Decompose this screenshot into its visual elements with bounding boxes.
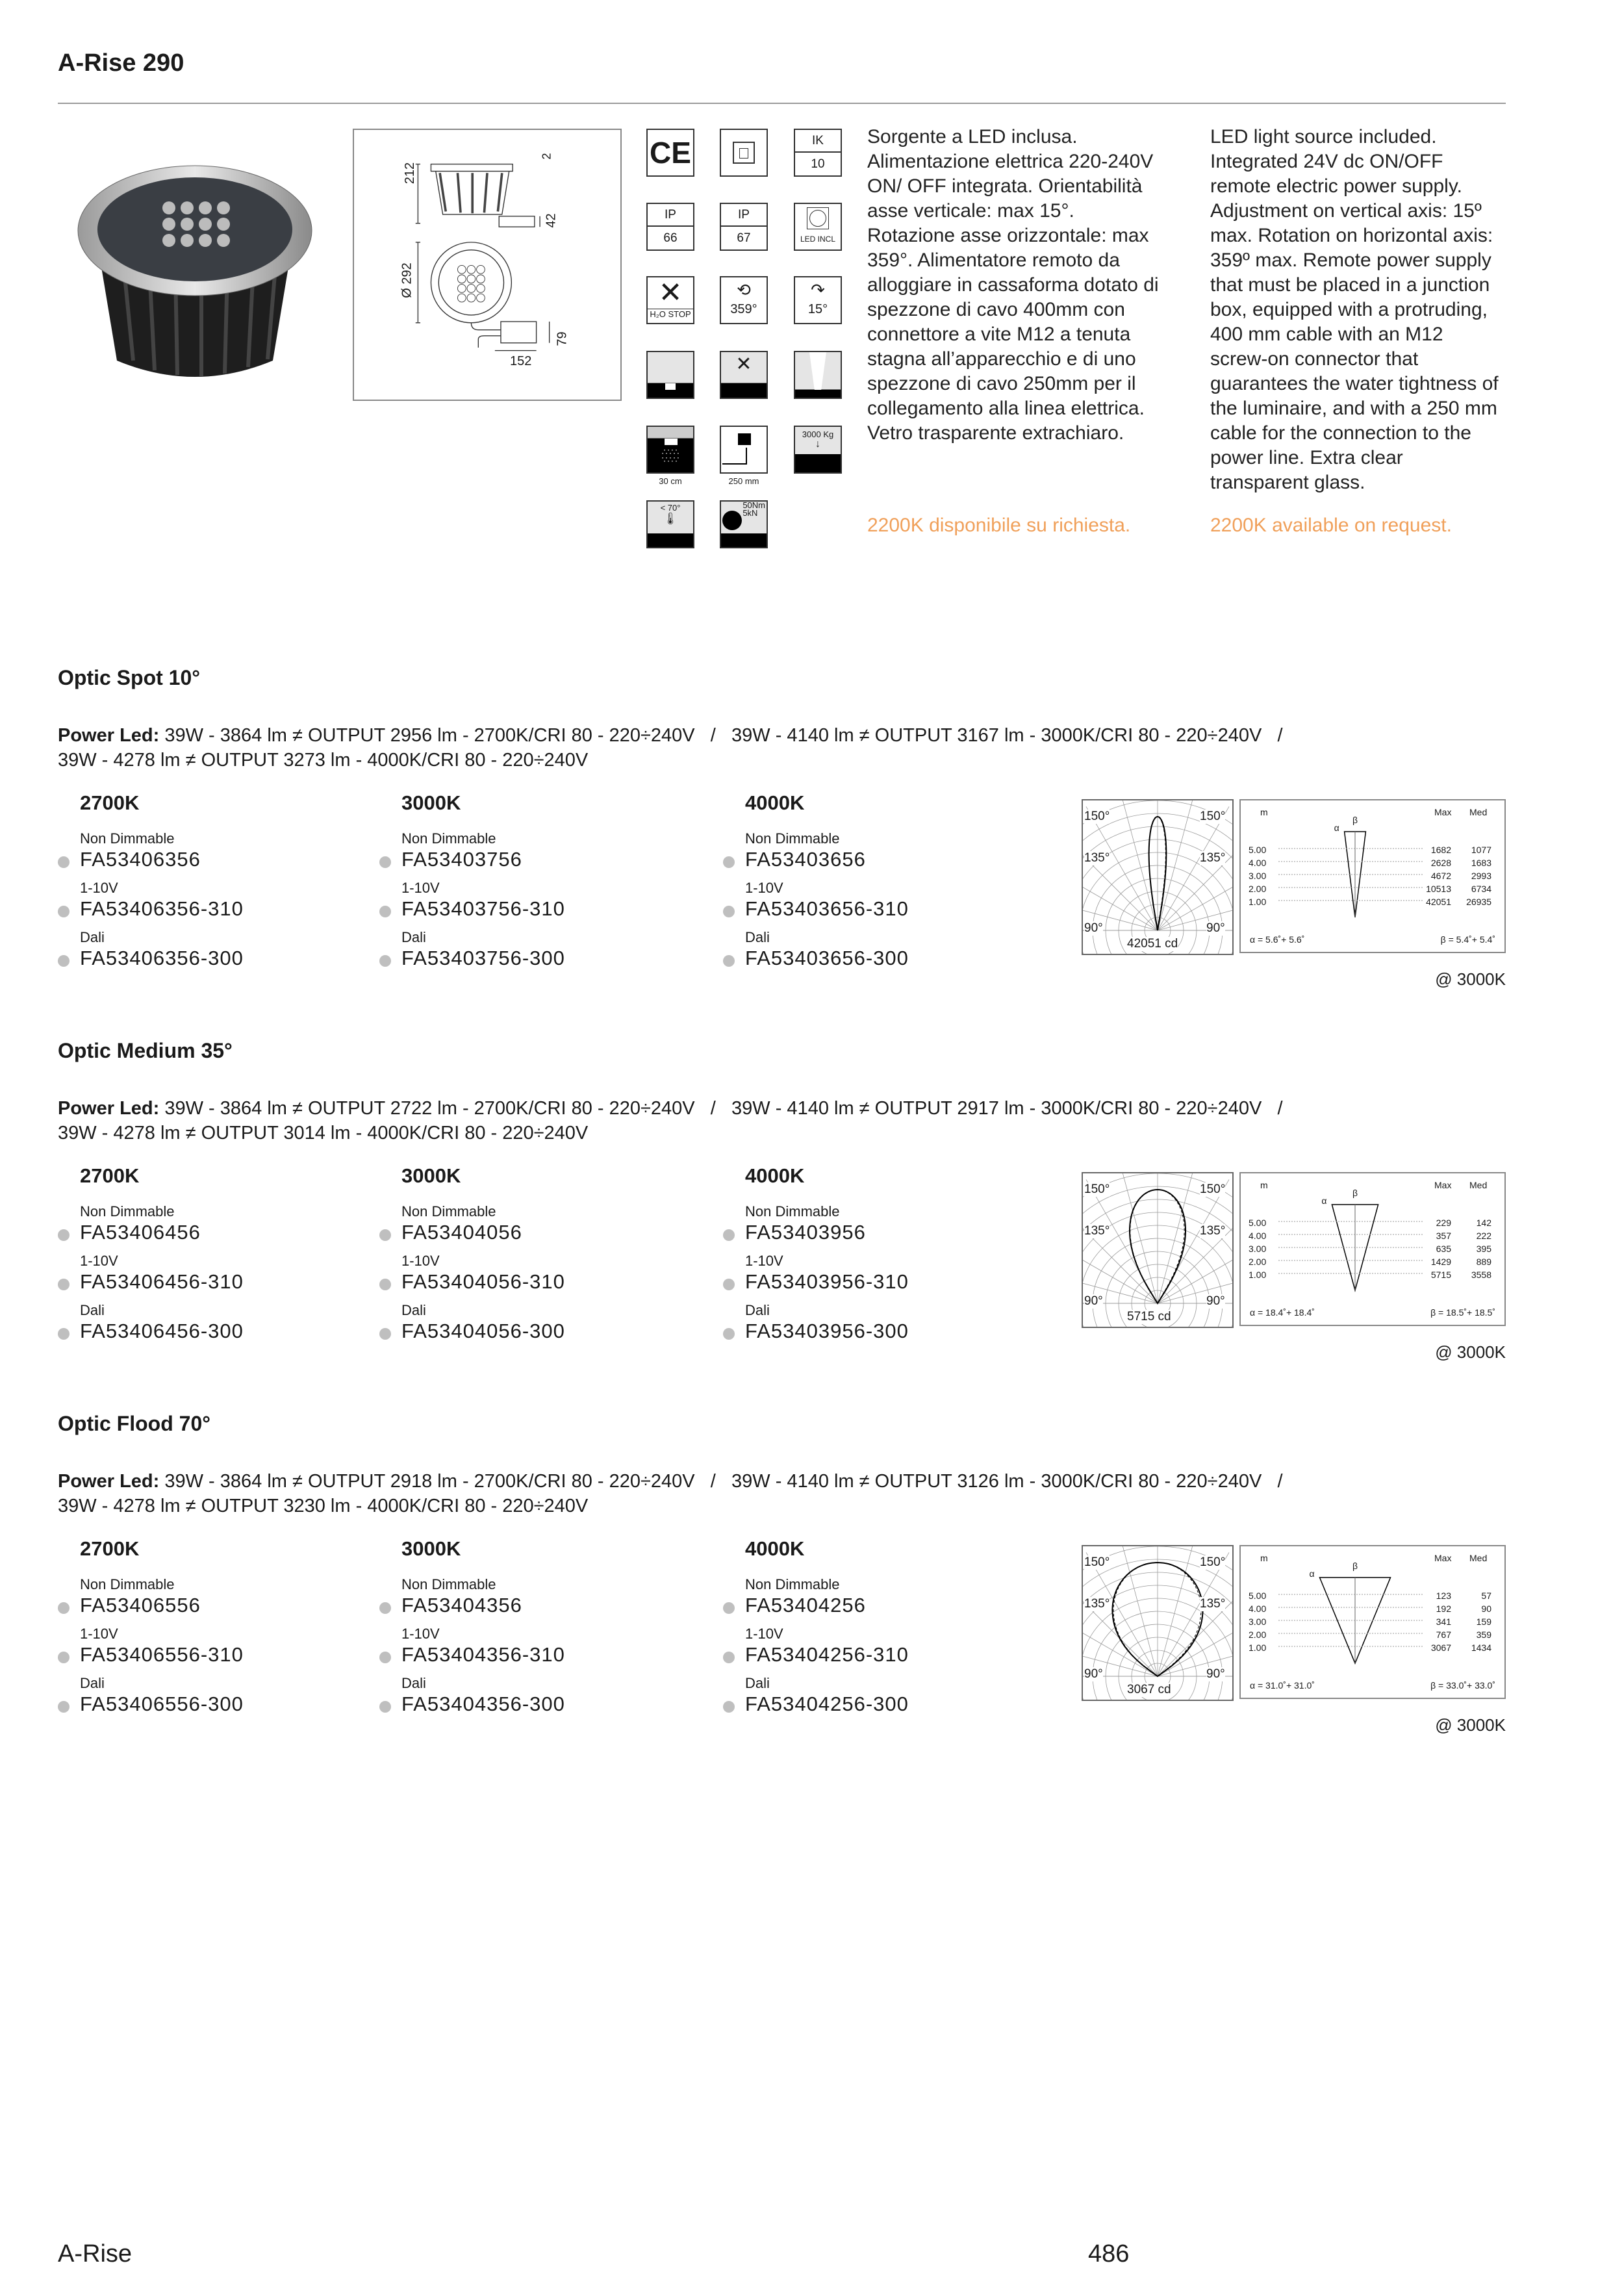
med-header: Med xyxy=(1469,1180,1488,1190)
beta-angle: β = 33.0˚+ 33.0˚ xyxy=(1430,1680,1495,1691)
cct-heading: 3000K xyxy=(401,791,461,814)
product-code: FA53406356-300 xyxy=(80,947,244,969)
driver-type-label: 1-10V xyxy=(745,1253,783,1269)
polar-angle-label: 90° xyxy=(1206,1667,1225,1681)
finish-swatch-icon xyxy=(58,1652,70,1663)
section-title: Optic Spot 10° xyxy=(58,666,201,689)
driver-type-label: 1-10V xyxy=(745,880,783,896)
cct-heading: 4000K xyxy=(745,1164,805,1187)
driver-type-label: Dali xyxy=(80,1302,105,1318)
driver-type-label: 1-10V xyxy=(80,1253,118,1269)
driver-type-label: Dali xyxy=(745,1675,770,1691)
alpha-symbol: α xyxy=(1334,823,1339,833)
finish-swatch-icon xyxy=(58,1602,70,1614)
peak-intensity: 3067 cd xyxy=(1127,1683,1171,1696)
med-value: 142 xyxy=(1476,1218,1491,1228)
gravel-drainage-icon: ∴∵∴ ∵∴∵ xyxy=(646,426,694,474)
finish-swatch-icon xyxy=(379,1602,391,1614)
ce-mark-icon: CE xyxy=(646,129,694,177)
cct-heading: 4000K xyxy=(745,791,805,814)
product-code: FA53406556 xyxy=(80,1594,201,1616)
dim-flange: 2 xyxy=(540,153,553,160)
page-title: A-Rise 290 xyxy=(58,49,184,77)
driver-type-label: 1-10V xyxy=(745,1626,783,1642)
product-code: FA53403656-310 xyxy=(745,897,909,920)
max-value: 10513 xyxy=(1423,884,1451,894)
finish-swatch-icon xyxy=(723,1279,735,1290)
tilt-label: 15° xyxy=(807,302,828,316)
product-code: FA53406356-310 xyxy=(80,897,244,920)
finish-swatch-icon xyxy=(58,906,70,917)
product-code: FA53403956 xyxy=(745,1221,866,1244)
cct-heading: 2700K xyxy=(80,791,140,814)
finish-swatch-icon xyxy=(723,1701,735,1713)
driver-type-label: Non Dimmable xyxy=(745,1203,840,1220)
beta-angle: β = 18.5˚+ 18.5˚ xyxy=(1430,1307,1495,1318)
med-value: 3558 xyxy=(1471,1270,1491,1280)
distance-value: 1.00 xyxy=(1249,1642,1267,1653)
distance-unit: m xyxy=(1260,1553,1268,1563)
max-value: 341 xyxy=(1423,1616,1451,1627)
distance-value: 4.00 xyxy=(1249,1231,1267,1241)
peak-intensity: 5715 cd xyxy=(1127,1310,1171,1323)
med-value: 57 xyxy=(1481,1591,1491,1601)
power-led-specs xyxy=(58,1096,1487,1145)
section-title: Optic Medium 35° xyxy=(58,1039,233,1062)
reference-cct: @ 3000K xyxy=(1435,969,1506,989)
finish-swatch-icon xyxy=(58,856,70,868)
polar-angle-label: 90° xyxy=(1084,921,1103,935)
polar-angle-label: 135° xyxy=(1200,1224,1226,1238)
depth-label: 30 cm xyxy=(659,476,682,486)
polar-angle-label: 135° xyxy=(1084,1597,1110,1611)
finish-swatch-icon xyxy=(379,1229,391,1241)
polar-angle-label: 90° xyxy=(1084,1667,1103,1681)
driver-type-label: Non Dimmable xyxy=(80,1576,175,1592)
ip-value: 67 xyxy=(737,231,751,245)
beta-symbol: β xyxy=(1352,1188,1358,1198)
distance-unit: m xyxy=(1260,807,1268,817)
driver-type-label: Dali xyxy=(745,1302,770,1318)
power-line-2: 39W - 4278 lm ≠ OUTPUT 3014 lm - 4000K/CRI 80 - 220÷240V xyxy=(58,1123,589,1143)
max-header: Max xyxy=(1434,1180,1452,1190)
distance-value: 5.00 xyxy=(1249,845,1267,855)
cable-length-label: 250 mm xyxy=(728,476,759,486)
distance-value: 2.00 xyxy=(1249,884,1267,894)
alpha-symbol: α xyxy=(1309,1568,1315,1579)
polar-angle-label: 90° xyxy=(1084,1294,1103,1308)
med-value: 1077 xyxy=(1471,845,1491,855)
ip66-icon xyxy=(646,203,694,251)
driver-type-label: 1-10V xyxy=(401,1626,440,1642)
med-value: 26935 xyxy=(1466,897,1491,907)
divider xyxy=(58,103,1506,104)
rotation-label: 359° xyxy=(730,302,757,316)
load-3000kg-icon: 3000 Kg ↓ xyxy=(794,426,842,474)
polar-diagram xyxy=(1082,1172,1234,1328)
max-value: 192 xyxy=(1423,1603,1451,1614)
dim-diameter: Ø 292 xyxy=(400,262,414,298)
driver-type-label: Dali xyxy=(80,929,105,945)
description-italian: Sorgente a LED inclusa. Alimentazione elettrica 220-240V ON/ OFF integrata. Orientabilità asse verticale: max 15°. Rotazione asse orizzontale: max 359°. Alimentatore remoto da alloggiare in cassaforma dotato di spezzone di cavo 400mm con connettore a vite M12 a tenuta stagna all’apparecchio e di uno spezzone di cavo 250mm per il collegamento alla linea elettrica. Vetro trasparente extrachiaro. xyxy=(867,126,1159,444)
distance-value: 3.00 xyxy=(1249,871,1267,881)
cable-length-icon xyxy=(720,426,768,474)
med-value: 222 xyxy=(1476,1231,1491,1241)
product-photo xyxy=(71,153,318,393)
polar-diagram xyxy=(1082,799,1234,955)
finish-swatch-icon xyxy=(58,1328,70,1340)
max-value: 1682 xyxy=(1423,845,1451,855)
distance-value: 2.00 xyxy=(1249,1257,1267,1267)
ip67-icon xyxy=(720,203,768,251)
max-value: 1429 xyxy=(1423,1257,1451,1267)
product-code: FA53403756-300 xyxy=(401,947,565,969)
page-number: 486 xyxy=(1088,2240,1130,2268)
alpha-angle: α = 31.0˚+ 31.0˚ xyxy=(1250,1680,1315,1691)
driver-type-label: Non Dimmable xyxy=(401,830,496,847)
product-code: FA53406556-310 xyxy=(80,1643,244,1666)
no-walkover-icon: ✕ xyxy=(720,351,768,399)
driver-type-label: Non Dimmable xyxy=(401,1203,496,1220)
med-value: 2993 xyxy=(1471,871,1491,881)
led-included-icon xyxy=(794,203,842,251)
tilt-icon: ↷ 15° xyxy=(794,276,842,324)
distance-value: 5.00 xyxy=(1249,1218,1267,1228)
polar-angle-label: 150° xyxy=(1200,1182,1226,1196)
driver-type-label: Dali xyxy=(401,1675,426,1691)
power-led-label: Power Led: xyxy=(58,1471,160,1492)
med-value: 395 xyxy=(1476,1244,1491,1254)
class-ii-icon xyxy=(720,129,768,177)
max-header: Max xyxy=(1434,807,1452,817)
polar-angle-label: 135° xyxy=(1084,851,1110,865)
finish-swatch-icon xyxy=(379,955,391,967)
product-code: FA53404356 xyxy=(401,1594,522,1616)
power-led-label: Power Led: xyxy=(58,725,160,746)
finish-swatch-icon xyxy=(379,856,391,868)
dim-driver-height: 42 xyxy=(544,213,559,228)
load-label: 3000 Kg xyxy=(802,429,834,439)
finish-swatch-icon xyxy=(723,955,735,967)
driver-type-label: Non Dimmable xyxy=(80,1203,175,1220)
product-code: FA53403756 xyxy=(401,848,522,871)
med-value: 889 xyxy=(1476,1257,1491,1267)
dim-driver-length: 152 xyxy=(510,354,532,368)
product-code: FA53403756-310 xyxy=(401,897,565,920)
alpha-angle: α = 18.4˚+ 18.4˚ xyxy=(1250,1307,1315,1318)
rotation-icon: ⟲ 359° xyxy=(720,276,768,324)
temperature-label: < 70° xyxy=(660,503,681,513)
beta-symbol: β xyxy=(1352,815,1358,825)
note-english: 2200K available on request. xyxy=(1210,515,1452,536)
ik-label: IK xyxy=(795,130,841,153)
cct-heading: 2700K xyxy=(80,1537,140,1560)
ip-label: IP xyxy=(648,204,693,227)
polar-angle-label: 150° xyxy=(1084,1555,1110,1569)
finish-swatch-icon xyxy=(723,1602,735,1614)
finish-swatch-icon xyxy=(723,1229,735,1241)
beta-angle: β = 5.4˚+ 5.4˚ xyxy=(1440,934,1495,945)
finish-swatch-icon xyxy=(723,1652,735,1663)
driver-type-label: 1-10V xyxy=(401,880,440,896)
finish-swatch-icon xyxy=(379,1701,391,1713)
light-beam-icon xyxy=(794,351,842,399)
beta-symbol: β xyxy=(1352,1561,1358,1571)
polar-angle-label: 150° xyxy=(1084,1182,1110,1196)
temperature-icon: < 70° 🌡 xyxy=(646,500,694,548)
product-code: FA53404356-310 xyxy=(401,1643,565,1666)
ip-label: IP xyxy=(721,204,767,227)
dim-height: 212 xyxy=(403,162,418,185)
polar-angle-label: 150° xyxy=(1084,810,1110,823)
product-code: FA53404256 xyxy=(745,1594,866,1616)
finish-swatch-icon xyxy=(58,1701,70,1713)
h2o-stop-icon: ✕ H₂O STOP xyxy=(646,276,694,324)
med-value: 1683 xyxy=(1471,858,1491,868)
product-code: FA53404256-310 xyxy=(745,1643,909,1666)
polar-angle-label: 150° xyxy=(1200,810,1226,823)
med-header: Med xyxy=(1469,1553,1488,1563)
product-code: FA53404056-310 xyxy=(401,1270,565,1293)
finish-swatch-icon xyxy=(723,906,735,917)
product-code: FA53406556-300 xyxy=(80,1693,244,1715)
led-incl-label: LED INCL xyxy=(800,235,836,244)
illuminance-table xyxy=(1239,1172,1506,1326)
power-line-1: 39W - 3864 lm ≠ OUTPUT 2722 lm - 2700K/CRI 80 - 220÷240V / 39W - 4140 lm ≠ OUTPUT 2917 lm - 3000K/CRI 80 - 220÷240V / xyxy=(164,1098,1283,1119)
driver-type-label: Non Dimmable xyxy=(401,1576,496,1592)
product-code: FA53406456-310 xyxy=(80,1270,244,1293)
driver-type-label: Dali xyxy=(401,1302,426,1318)
max-value: 42051 xyxy=(1423,897,1451,907)
product-code: FA53403956-300 xyxy=(745,1320,909,1342)
polar-angle-label: 135° xyxy=(1200,851,1226,865)
force-label: 5kN xyxy=(742,508,758,518)
polar-angle-label: 90° xyxy=(1206,921,1225,935)
driver-type-label: Non Dimmable xyxy=(80,830,175,847)
finish-swatch-icon xyxy=(379,906,391,917)
product-code: FA53403956-310 xyxy=(745,1270,909,1293)
distance-value: 1.00 xyxy=(1249,1270,1267,1280)
technical-drawing xyxy=(353,129,622,401)
driver-type-label: 1-10V xyxy=(80,1626,118,1642)
max-header: Max xyxy=(1434,1553,1452,1563)
product-code: FA53403656-300 xyxy=(745,947,909,969)
power-led-specs xyxy=(58,723,1487,773)
product-code: FA53404256-300 xyxy=(745,1693,909,1715)
cct-heading: 3000K xyxy=(401,1164,461,1187)
drive-over-icon xyxy=(720,500,768,548)
polar-angle-label: 135° xyxy=(1084,1224,1110,1238)
distance-value: 4.00 xyxy=(1249,858,1267,868)
max-value: 229 xyxy=(1423,1218,1451,1228)
alpha-symbol: α xyxy=(1321,1195,1327,1206)
illuminance-table xyxy=(1239,1545,1506,1699)
max-value: 635 xyxy=(1423,1244,1451,1254)
walkover-icon xyxy=(646,351,694,399)
power-line-1: 39W - 3864 lm ≠ OUTPUT 2918 lm - 2700K/CRI 80 - 220÷240V / 39W - 4140 lm ≠ OUTPUT 3126 lm - 3000K/CRI 80 - 220÷240V / xyxy=(164,1471,1283,1492)
product-code: FA53403656 xyxy=(745,848,866,871)
med-value: 6734 xyxy=(1471,884,1491,894)
section-title: Optic Flood 70° xyxy=(58,1412,211,1435)
cct-heading: 2700K xyxy=(80,1164,140,1187)
power-led-specs xyxy=(58,1469,1487,1518)
power-line-2: 39W - 4278 lm ≠ OUTPUT 3273 lm - 4000K/CRI 80 - 220÷240V xyxy=(58,750,589,771)
finish-swatch-icon xyxy=(379,1328,391,1340)
dim-driver-width: 79 xyxy=(555,331,570,346)
illuminance-table xyxy=(1239,799,1506,953)
finish-swatch-icon xyxy=(58,1229,70,1241)
med-value: 159 xyxy=(1476,1616,1491,1627)
distance-value: 2.00 xyxy=(1249,1629,1267,1640)
polar-angle-label: 135° xyxy=(1200,1597,1226,1611)
finish-swatch-icon xyxy=(58,1279,70,1290)
driver-type-label: Dali xyxy=(745,929,770,945)
driver-type-label: Dali xyxy=(401,929,426,945)
polar-diagram xyxy=(1082,1545,1234,1701)
max-value: 2628 xyxy=(1423,858,1451,868)
product-code: FA53406456-300 xyxy=(80,1320,244,1342)
med-value: 90 xyxy=(1481,1603,1491,1614)
max-value: 357 xyxy=(1423,1231,1451,1241)
product-code: FA53404356-300 xyxy=(401,1693,565,1715)
finish-swatch-icon xyxy=(379,1279,391,1290)
med-header: Med xyxy=(1469,807,1488,817)
product-code: FA53406356 xyxy=(80,848,201,871)
distance-value: 3.00 xyxy=(1249,1244,1267,1254)
driver-type-label: 1-10V xyxy=(80,880,118,896)
ip-value: 66 xyxy=(663,231,678,245)
product-code: FA53404056 xyxy=(401,1221,522,1244)
max-value: 4672 xyxy=(1423,871,1451,881)
reference-cct: @ 3000K xyxy=(1435,1715,1506,1735)
ik-value: 10 xyxy=(811,157,825,171)
polar-angle-label: 90° xyxy=(1206,1294,1225,1308)
driver-type-label: Non Dimmable xyxy=(745,1576,840,1592)
distance-value: 4.00 xyxy=(1249,1603,1267,1614)
footer-product: A-Rise xyxy=(58,2240,133,2268)
max-value: 3067 xyxy=(1423,1642,1451,1653)
description-english: LED light source included. Integrated 24V dc ON/OFF remote electric power supply. Adjustment on vertical axis: 15º max. Rotation on horizontal axis: 359º max. Remote power supply that must be placed in a junction box, equipped with a protruding, 400 mm cable with an M12 screw-on connector that guarantees the water tightness of the luminaire, and with a 250 mm cable for the connection to the power line. Extra clear transparent glass. xyxy=(1210,126,1499,493)
ik10-icon xyxy=(794,129,842,177)
distance-unit: m xyxy=(1260,1180,1268,1190)
power-led-label: Power Led: xyxy=(58,1098,160,1119)
reference-cct: @ 3000K xyxy=(1435,1342,1506,1362)
peak-intensity: 42051 cd xyxy=(1127,937,1178,951)
med-value: 1434 xyxy=(1471,1642,1491,1653)
finish-swatch-icon xyxy=(58,955,70,967)
product-code: FA53406456 xyxy=(80,1221,201,1244)
product-code: FA53404056-300 xyxy=(401,1320,565,1342)
h2o-stop-label: H₂O STOP xyxy=(648,309,693,319)
med-value: 359 xyxy=(1476,1629,1491,1640)
light-distribution-curve-dashed xyxy=(1148,817,1165,930)
finish-swatch-icon xyxy=(723,1328,735,1340)
max-value: 767 xyxy=(1423,1629,1451,1640)
power-line-2: 39W - 4278 lm ≠ OUTPUT 3230 lm - 4000K/CRI 80 - 220÷240V xyxy=(58,1496,589,1516)
polar-angle-label: 150° xyxy=(1200,1555,1226,1569)
driver-type-label: Dali xyxy=(80,1675,105,1691)
alpha-angle: α = 5.6˚+ 5.6˚ xyxy=(1250,934,1305,945)
max-value: 5715 xyxy=(1423,1270,1451,1280)
cct-heading: 3000K xyxy=(401,1537,461,1560)
cct-heading: 4000K xyxy=(745,1537,805,1560)
finish-swatch-icon xyxy=(379,1652,391,1663)
distance-value: 3.00 xyxy=(1249,1616,1267,1627)
max-value: 123 xyxy=(1423,1591,1451,1601)
driver-type-label: Non Dimmable xyxy=(745,830,840,847)
distance-value: 5.00 xyxy=(1249,1591,1267,1601)
power-line-1: 39W - 3864 lm ≠ OUTPUT 2956 lm - 2700K/CRI 80 - 220÷240V / 39W - 4140 lm ≠ OUTPUT 3167 lm - 3000K/CRI 80 - 220÷240V / xyxy=(164,725,1283,746)
torque-label: 50Nm xyxy=(742,500,765,510)
distance-value: 1.00 xyxy=(1249,897,1267,907)
driver-type-label: 1-10V xyxy=(401,1253,440,1269)
note-italian: 2200K disponibile su richiesta. xyxy=(867,515,1131,536)
finish-swatch-icon xyxy=(723,856,735,868)
